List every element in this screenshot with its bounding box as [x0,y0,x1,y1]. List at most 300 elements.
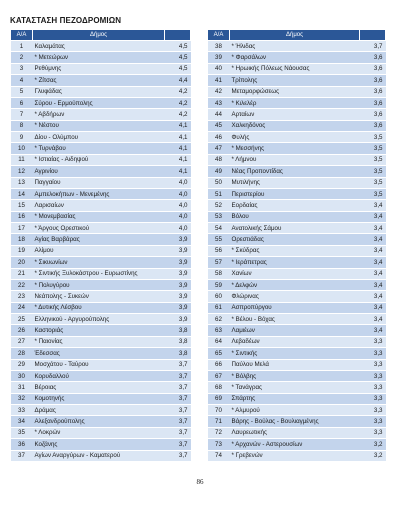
score-value: 4,0 [165,188,191,199]
row-number: 73 [208,439,230,450]
row-number: 59 [208,279,230,290]
table-row [11,75,191,86]
score-value: 3,4 [360,279,386,290]
table-row [208,450,386,461]
score-value: 3,9 [165,268,191,279]
table-row [11,154,191,165]
row-number: 46 [208,132,230,143]
table-row [11,63,191,74]
municipality-name: * Τυρνάβου [33,143,165,154]
score-value: 3,6 [360,109,386,120]
municipality-name: Δίου - Ολύμπου [33,132,165,143]
municipality-name: * Δελφών [230,279,360,290]
row-number: 21 [11,268,33,279]
score-value: 3,6 [360,120,386,131]
table-row [11,291,191,302]
table-header-row [11,30,191,41]
score-value: 4,0 [165,200,191,211]
row-number: 3 [11,63,33,74]
score-value: 3,4 [360,314,386,325]
row-number: 53 [208,211,230,222]
score-value: 3,2 [360,439,386,450]
score-value: 3,5 [360,132,386,143]
table-row [208,177,386,188]
municipality-name: Δράμας [33,405,165,416]
municipality-name: Αγίας Βαρβάρας [33,234,165,245]
score-value: 3,6 [360,97,386,108]
score-value: 4,5 [165,41,191,52]
table-row [208,109,386,120]
score-value: 3,9 [165,279,191,290]
table-row [208,257,386,268]
score-value: 4,1 [165,143,191,154]
row-number: 58 [208,268,230,279]
municipality-name: * Ηρωικής Πόλεως Νάουσας [230,63,360,74]
score-value: 3,6 [360,75,386,86]
municipality-name: Ελληνικού - Αργυρούπολης [33,314,165,325]
row-number: 48 [208,154,230,165]
table-row [11,223,191,234]
page-title: ΚΑΤΑΣΤΑΣΗ ΠΕΖΟΔΡΟΜΙΩΝ [10,16,122,25]
table-row [11,279,191,290]
table-row [208,63,386,74]
municipality-name: Παύλου Μελά [230,359,360,370]
row-number: 7 [11,109,33,120]
table-row [11,257,191,268]
ranking-table-right [207,29,386,462]
municipality-name: Αλεξανδρούπολης [33,416,165,427]
table-row [208,143,386,154]
row-number: 12 [11,166,33,177]
table-row [208,200,386,211]
row-number: 41 [208,75,230,86]
score-value: 3,9 [165,257,191,268]
municipality-name: Αγρινίου [33,166,165,177]
row-number: 24 [11,302,33,313]
municipality-name: * Δυτικής Λέσβου [33,302,165,313]
row-number: 18 [11,234,33,245]
table-row [208,188,386,199]
table-row [208,279,386,290]
table-row [11,405,191,416]
table-row [11,439,191,450]
score-value: 3,7 [165,439,191,450]
municipality-name: Μυτιλήνης [230,177,360,188]
municipality-name: Έδεσσας [33,348,165,359]
row-number: 43 [208,97,230,108]
score-value: 3,4 [360,325,386,336]
score-value: 3,9 [165,234,191,245]
municipality-name: Μεταμορφώσεως [230,86,360,97]
score-value: 3,7 [165,405,191,416]
score-value: 3,8 [165,336,191,347]
score-value: 3,2 [360,450,386,461]
table-row [208,359,386,370]
municipality-name: Μοσχάτου - Ταύρου [33,359,165,370]
score-value: 3,7 [165,359,191,370]
municipality-name: * Λοκρών [33,427,165,438]
score-value: 3,9 [165,314,191,325]
row-number: 70 [208,405,230,416]
municipality-name: Φυλής [230,132,360,143]
municipality-name: Ανατολικής Σάμου [230,223,360,234]
row-number: 69 [208,393,230,404]
table-row [11,348,191,359]
row-number: 16 [11,211,33,222]
row-number: 68 [208,382,230,393]
table-row [11,143,191,154]
municipality-name: * Φαρσάλων [230,52,360,63]
row-number: 45 [208,120,230,131]
score-value: 4,2 [165,86,191,97]
table-row [11,41,191,52]
municipality-name: * Βέλου - Βόχας [230,314,360,325]
municipality-name: Κομοτηνής [33,393,165,404]
row-number: 6 [11,97,33,108]
municipality-name: * Τανάγρας [230,382,360,393]
municipality-name: * Αβδήρων [33,109,165,120]
municipality-name: * Σικυωνίων [33,257,165,268]
row-number: 4 [11,75,33,86]
table-row [208,41,386,52]
municipality-name: Αλίμου [33,245,165,256]
row-number: 63 [208,325,230,336]
municipality-name: Εορδαίας [230,200,360,211]
table-row [208,245,386,256]
score-value: 3,3 [360,427,386,438]
table-row [11,234,191,245]
municipality-name: Καλαμάτας [33,41,165,52]
score-value: 3,6 [360,86,386,97]
score-value: 3,9 [165,291,191,302]
row-number: 27 [11,336,33,347]
row-number: 38 [208,41,230,52]
municipality-name: Αγίων Αναργύρων - Καματερού [33,450,165,461]
municipality-name: Λεβαδέων [230,336,360,347]
table-row [208,86,386,97]
municipality-name: Νέας Προποντίδας [230,166,360,177]
row-number: 11 [11,154,33,165]
score-value: 4,5 [165,63,191,74]
row-number: 35 [11,427,33,438]
municipality-name: Αρταίων [230,109,360,120]
row-number: 10 [11,143,33,154]
page-number: 86 [196,478,204,486]
row-number: 17 [11,223,33,234]
table-row [208,120,386,131]
score-value: 4,1 [165,154,191,165]
score-value: 3,7 [360,41,386,52]
row-number: 39 [208,52,230,63]
table-row [11,359,191,370]
score-value: 3,3 [360,393,386,404]
score-value: 3,6 [360,63,386,74]
municipality-name: Παγγαίου [33,177,165,188]
table-row [208,336,386,347]
municipality-name: Περιστερίου [230,188,360,199]
score-value: 3,5 [360,188,386,199]
table-row [11,188,191,199]
row-number: 9 [11,132,33,143]
row-number: 49 [208,166,230,177]
row-number: 34 [11,416,33,427]
table-row [208,314,386,325]
row-number: 31 [11,382,33,393]
table-row [11,314,191,325]
score-value: 4,4 [165,75,191,86]
header-municipality: Δήμος [230,30,360,41]
table-row [11,325,191,336]
table-row [208,291,386,302]
table-row [11,302,191,313]
table-row [208,325,386,336]
row-number: 44 [208,109,230,120]
municipality-name: Καστοριάς [33,325,165,336]
table-row [208,370,386,381]
score-value: 4,1 [165,166,191,177]
municipality-name: Σύρου - Ερμούπολης [33,97,165,108]
row-number: 57 [208,257,230,268]
row-number: 8 [11,120,33,131]
score-value: 3,7 [165,393,191,404]
table-row [11,132,191,143]
row-number: 51 [208,188,230,199]
table-row [208,223,386,234]
municipality-name: Χαλκηδόνος [230,120,360,131]
row-number: 65 [208,348,230,359]
row-number: 1 [11,41,33,52]
table-row [208,154,386,165]
municipality-name: * Μονεμβασίας [33,211,165,222]
table-row [11,268,191,279]
table-header-row [208,30,386,41]
table-row [208,416,386,427]
municipality-name: * Παιονίας [33,336,165,347]
row-number: 61 [208,302,230,313]
municipality-name: Φλώρινας [230,291,360,302]
row-number: 56 [208,245,230,256]
score-value: 3,8 [165,348,191,359]
row-number: 23 [11,291,33,302]
row-number: 42 [208,86,230,97]
municipality-name: * Νέστου [33,120,165,131]
table-row [11,450,191,461]
score-value: 3,5 [360,177,386,188]
table-row [208,302,386,313]
table-row [11,166,191,177]
row-number: 66 [208,359,230,370]
row-number: 74 [208,450,230,461]
score-value: 3,6 [360,52,386,63]
table-row [208,97,386,108]
table-row [208,268,386,279]
score-value: 3,3 [360,348,386,359]
score-value: 3,7 [165,450,191,461]
municipality-name: * Σκύδρας [230,245,360,256]
row-number: 22 [11,279,33,290]
table-row [11,211,191,222]
score-value: 3,4 [360,200,386,211]
header-municipality: Δήμος [33,30,165,41]
header-num: Α/Α [208,30,230,41]
header-num: Α/Α [11,30,33,41]
score-value: 3,4 [360,291,386,302]
municipality-name: * Αρχανών - Αστερουσίων [230,439,360,450]
row-number: 50 [208,177,230,188]
table-row [11,86,191,97]
table-row [208,166,386,177]
municipality-name: * Πολυγύρου [33,279,165,290]
table-row [11,370,191,381]
table-row [11,427,191,438]
row-number: 32 [11,393,33,404]
row-number: 30 [11,370,33,381]
score-value: 3,4 [360,234,386,245]
municipality-name: Βάρης - Βούλας - Βουλιαγμένης [230,416,360,427]
table-row [11,120,191,131]
score-value: 4,0 [165,211,191,222]
score-value: 3,3 [360,416,386,427]
table-row [11,109,191,120]
municipality-name: * Ιστιαίας - Αιδηψού [33,154,165,165]
municipality-name: Βέροιας [33,382,165,393]
table-row [208,439,386,450]
municipality-name: * Βόλβης [230,370,360,381]
municipality-name: Νεάπολης - Συκεών [33,291,165,302]
municipality-name: Βόλου [230,211,360,222]
municipality-name: Χανίων [230,268,360,279]
table-row [208,52,386,63]
score-value: 3,7 [165,382,191,393]
municipality-name: Γλυφάδας [33,86,165,97]
score-value: 3,4 [360,268,386,279]
table-row [208,348,386,359]
score-value: 3,4 [360,223,386,234]
municipality-name: Τρίπολης [230,75,360,86]
municipality-name: Ρεθύμνης [33,63,165,74]
score-value: 3,3 [360,405,386,416]
score-value: 3,5 [360,166,386,177]
municipality-name: * Ζίτσας [33,75,165,86]
municipality-name: Σπάρτης [230,393,360,404]
score-value: 4,1 [165,120,191,131]
municipality-name: * Γρεβενών [230,450,360,461]
score-value: 3,8 [165,325,191,336]
municipality-name: * Άργους Ορεστικού [33,223,165,234]
score-value: 3,7 [165,370,191,381]
score-value: 3,3 [360,336,386,347]
row-number: 52 [208,200,230,211]
score-value: 4,0 [165,177,191,188]
row-number: 33 [11,405,33,416]
ranking-table-left [10,29,191,462]
row-number: 60 [208,291,230,302]
municipality-name: * Ήλιδας [230,41,360,52]
score-value: 4,2 [165,97,191,108]
score-value: 3,7 [165,427,191,438]
score-value: 3,3 [360,382,386,393]
score-value: 4,0 [165,223,191,234]
table-row [208,427,386,438]
table-row [208,405,386,416]
row-number: 15 [11,200,33,211]
table-row [208,393,386,404]
score-value: 3,3 [360,370,386,381]
score-value: 3,4 [360,211,386,222]
table-row [11,245,191,256]
municipality-name: * Ιεράπετρας [230,257,360,268]
score-value: 4,5 [165,52,191,63]
row-number: 71 [208,416,230,427]
score-value: 3,5 [360,143,386,154]
table-row [11,336,191,347]
row-number: 2 [11,52,33,63]
table-row [11,97,191,108]
score-value: 3,4 [360,245,386,256]
table-row [11,52,191,63]
score-value: 3,7 [165,416,191,427]
score-value: 4,2 [165,109,191,120]
table-row [11,200,191,211]
municipality-name: * Κιλελέρ [230,97,360,108]
row-number: 29 [11,359,33,370]
row-number: 14 [11,188,33,199]
table-row [208,211,386,222]
header-score [165,30,191,41]
row-number: 64 [208,336,230,347]
row-number: 36 [11,439,33,450]
municipality-name: Λαμιέων [230,325,360,336]
municipality-name: Ορεστιάδας [230,234,360,245]
score-value: 3,4 [360,257,386,268]
municipality-name: * Σιντικής [230,348,360,359]
municipality-name: * Σιντικής Ξυλοκάστρου - Ευρωστίνης [33,268,165,279]
score-value: 3,9 [165,245,191,256]
table-row [208,75,386,86]
row-number: 5 [11,86,33,97]
municipality-name: Κορυδαλλού [33,370,165,381]
header-score [360,30,386,41]
municipality-name: Ασπροπύργου [230,302,360,313]
municipality-name: * Μετεώρων [33,52,165,63]
municipality-name: Αμπελοκήπων - Μενεμένης [33,188,165,199]
row-number: 67 [208,370,230,381]
table-row [208,132,386,143]
municipality-name: * Λήμνου [230,154,360,165]
row-number: 13 [11,177,33,188]
municipality-name: Κοζάνης [33,439,165,450]
table-row [11,393,191,404]
row-number: 72 [208,427,230,438]
row-number: 25 [11,314,33,325]
table-row [11,177,191,188]
municipality-name: Λαυρεωτικής [230,427,360,438]
municipality-name: * Αλμυρού [230,405,360,416]
row-number: 55 [208,234,230,245]
row-number: 20 [11,257,33,268]
row-number: 40 [208,63,230,74]
row-number: 26 [11,325,33,336]
table-row [11,416,191,427]
table-row [208,234,386,245]
table-row [208,382,386,393]
row-number: 62 [208,314,230,325]
municipality-name: Λαρισαίων [33,200,165,211]
score-value: 3,5 [360,154,386,165]
score-value: 3,4 [360,302,386,313]
row-number: 28 [11,348,33,359]
municipality-name: * Μεσσήνης [230,143,360,154]
